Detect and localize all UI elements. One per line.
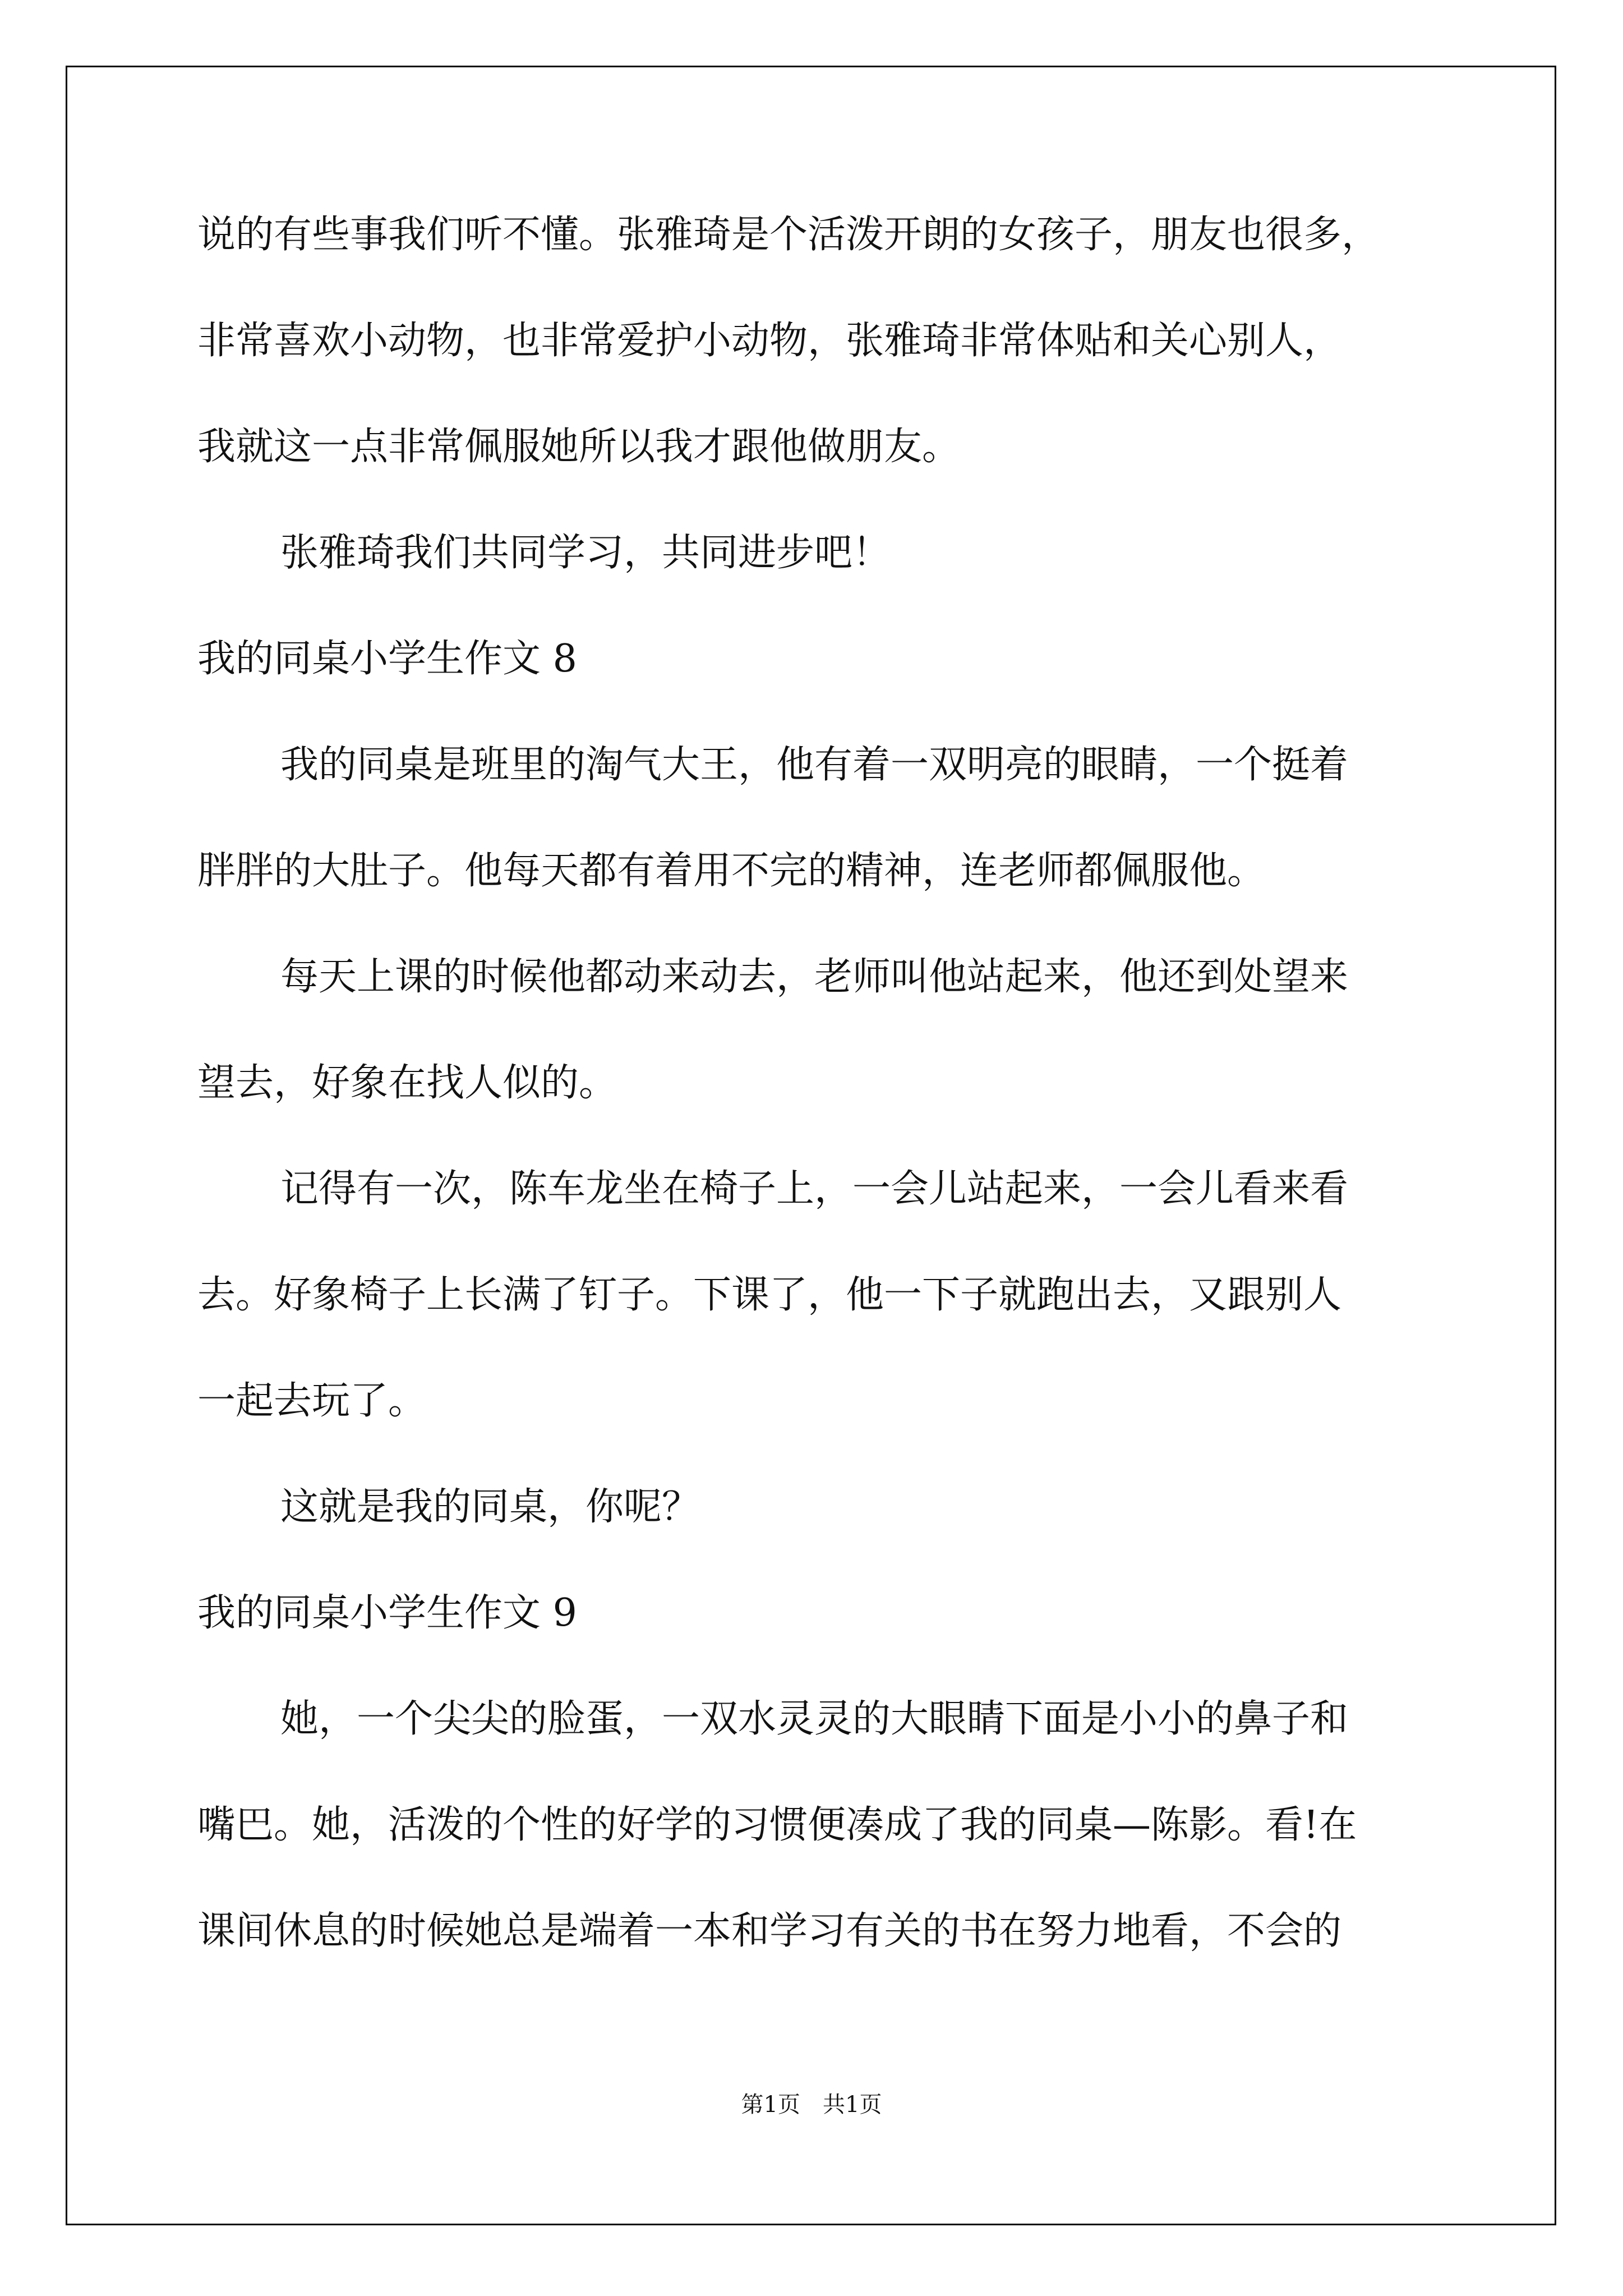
text-line-6: 我的同桌是班里的淘气大王，他有着一双明亮的眼睛，一个挺着 bbox=[280, 743, 1349, 787]
text-line-10: 记得有一次，陈车龙坐在椅子上，一会儿站起来，一会儿看来看 bbox=[280, 1167, 1349, 1211]
page-border bbox=[66, 66, 1556, 2225]
section-heading-9: 我的同桌小学生作文 9 bbox=[197, 1591, 577, 1635]
text-line-15: 她，一个尖尖的脸蛋，一双水灵灵的大眼睛下面是小小的鼻子和 bbox=[280, 1697, 1349, 1741]
text-line-7: 胖胖的大肚子。他每天都有着用不完的精神，连老师都佩服他。 bbox=[197, 849, 1266, 893]
text-line-3: 我就这一点非常佩服她所以我才跟他做朋友。 bbox=[197, 425, 961, 469]
section-heading-8: 我的同桌小学生作文 8 bbox=[197, 637, 577, 681]
text-line-16: 嘴巴。她，活泼的个性的好学的习惯便凑成了我的同桌—陈影。看!在 bbox=[197, 1803, 1357, 1847]
text-line-13: 这就是我的同桌，你呢？ bbox=[280, 1485, 700, 1529]
text-line-2: 非常喜欢小动物，也非常爱护小动物，张雅琦非常体贴和关心别人， bbox=[197, 319, 1342, 363]
text-line-9: 望去，好象在找人似的。 bbox=[197, 1061, 617, 1105]
text-line-11: 去。好象椅子上长满了钉子。下课了，他一下子就跑出去，又跟别人 bbox=[197, 1273, 1342, 1317]
text-line-1: 说的有些事我们听不懂。张雅琦是个活泼开朗的女孩子，朋友也很多， bbox=[197, 213, 1380, 257]
text-line-8: 每天上课的时候他都动来动去，老师叫他站起来，他还到处望来 bbox=[280, 955, 1349, 999]
page-footer: 第1页 共1页 bbox=[741, 2092, 882, 2118]
text-line-17: 课间休息的时候她总是端着一本和学习有关的书在努力地看，不会的 bbox=[197, 1909, 1342, 1953]
text-line-12: 一起去玩了。 bbox=[197, 1379, 427, 1423]
text-line-4: 张雅琦我们共同学习，共同进步吧！ bbox=[280, 531, 891, 575]
